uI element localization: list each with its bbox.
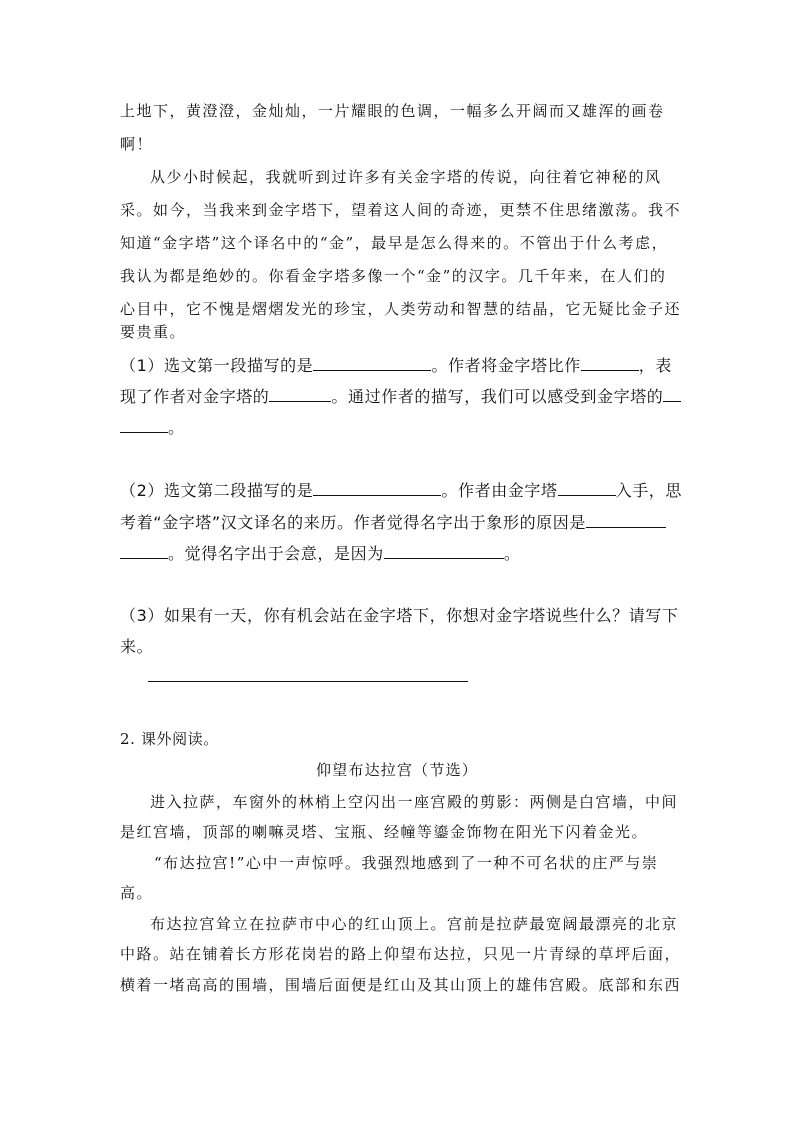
question-text: 。通过作者的描写，我们可以感受到金字塔的 [331, 387, 664, 406]
question-text: 。作者由金字塔 [441, 481, 558, 500]
answer-blank[interactable] [120, 544, 168, 559]
article-line: 进入拉萨，车窗外的林梢上空闪出一座宫殿的剪影：两侧是白宫墙，中间 [150, 793, 679, 811]
passage-line: 上地下，黄澄澄，金灿灿，一片耀眼的色调，一幅多么开阔而又雄浑的画卷 [120, 102, 665, 120]
question-2-line-2 [120, 510, 666, 533]
question-1-line-3 [120, 415, 185, 438]
question-2-line-3 [120, 541, 520, 564]
article-title: 仰望布达拉宫（节选） [315, 761, 478, 779]
passage-line: 知道“金字塔”这个译名中的“金”，最早是怎么得来的。不管出于什么考虑， [120, 234, 669, 252]
question-text: 。觉得名字出于会意，是因为 [168, 544, 384, 563]
question-text: 。 [503, 544, 521, 563]
question-text: 。 [168, 418, 185, 437]
question-text: 入手，思 [615, 481, 682, 500]
article-line: “布达拉宫!”心中一声惊呼。我强烈地感到了一种不可名状的庄严与崇 [154, 854, 659, 872]
answer-line[interactable] [148, 681, 468, 682]
question-text: （2）选文第二段描写的是 [120, 481, 314, 500]
article-line: 中路。站在铺着长方形花岗岩的路上仰望布达拉，只见一片青绿的草坪后面， [120, 945, 682, 963]
answer-blank[interactable] [558, 481, 616, 496]
answer-blank[interactable] [663, 387, 681, 402]
article-line: 布达拉宫耸立在拉萨市中心的红山顶上。宫前是拉萨最宽阔最漂亮的北京 [150, 915, 679, 933]
answer-blank[interactable] [269, 387, 331, 402]
answer-blank[interactable] [384, 544, 504, 559]
passage-line: 从少小时候起，我就听到过许多有关金字塔的传说，向往着它神秘的风 [150, 168, 662, 186]
answer-blank[interactable] [313, 356, 431, 371]
article-line: 高。 [120, 884, 154, 902]
answer-blank[interactable] [581, 356, 639, 371]
article-line: 横着一堵高高的围墙，围墙后面便是红山及其山顶上的雄伟宫殿。底部和东西 [120, 976, 682, 994]
question-text: 考着“金字塔”汉文译名的来历。作者觉得名字出于象形的原因是 [120, 513, 586, 532]
answer-blank[interactable] [586, 513, 666, 528]
question-1-line-2 [120, 384, 681, 407]
question-text: 现了作者对金字塔的 [120, 387, 270, 406]
question-text: ，表 [638, 356, 672, 375]
question-3-line-1: （3）如果有一天，你有机会站在金字塔下，你想对金字塔说些什么？请写下 [120, 606, 679, 625]
passage-line: 我认为都是绝妙的。你看金字塔多像一个“金”的汉字。几千年来，在人们的 [120, 267, 667, 285]
passage-line: 要贵重。 [120, 323, 187, 341]
question-2-line-1 [120, 478, 682, 501]
passage-line: 心目中，它不愧是熠熠发光的珍宝，人类劳动和智慧的结晶，它无疑比金子还 [120, 300, 682, 318]
question-1-line-1 [120, 353, 672, 376]
answer-blank[interactable] [120, 418, 168, 433]
answer-blank[interactable] [313, 481, 441, 496]
section-heading: 2. 课外阅读。 [120, 730, 219, 748]
passage-line: 采。如今，当我来到金字塔下，望着这人间的奇迹，更禁不住思绪激荡。我不 [120, 201, 682, 219]
question-3-line-2: 来。 [120, 637, 154, 656]
question-text: （1）选文第一段描写的是 [120, 356, 314, 375]
article-line: 是红宫墙，顶部的喇嘛灵塔、宝瓶、经幢等鎏金饰物在阳光下闪着金光。 [120, 823, 649, 841]
question-text: 。作者将金字塔比作 [431, 356, 581, 375]
passage-line: 啊！ [120, 135, 154, 153]
